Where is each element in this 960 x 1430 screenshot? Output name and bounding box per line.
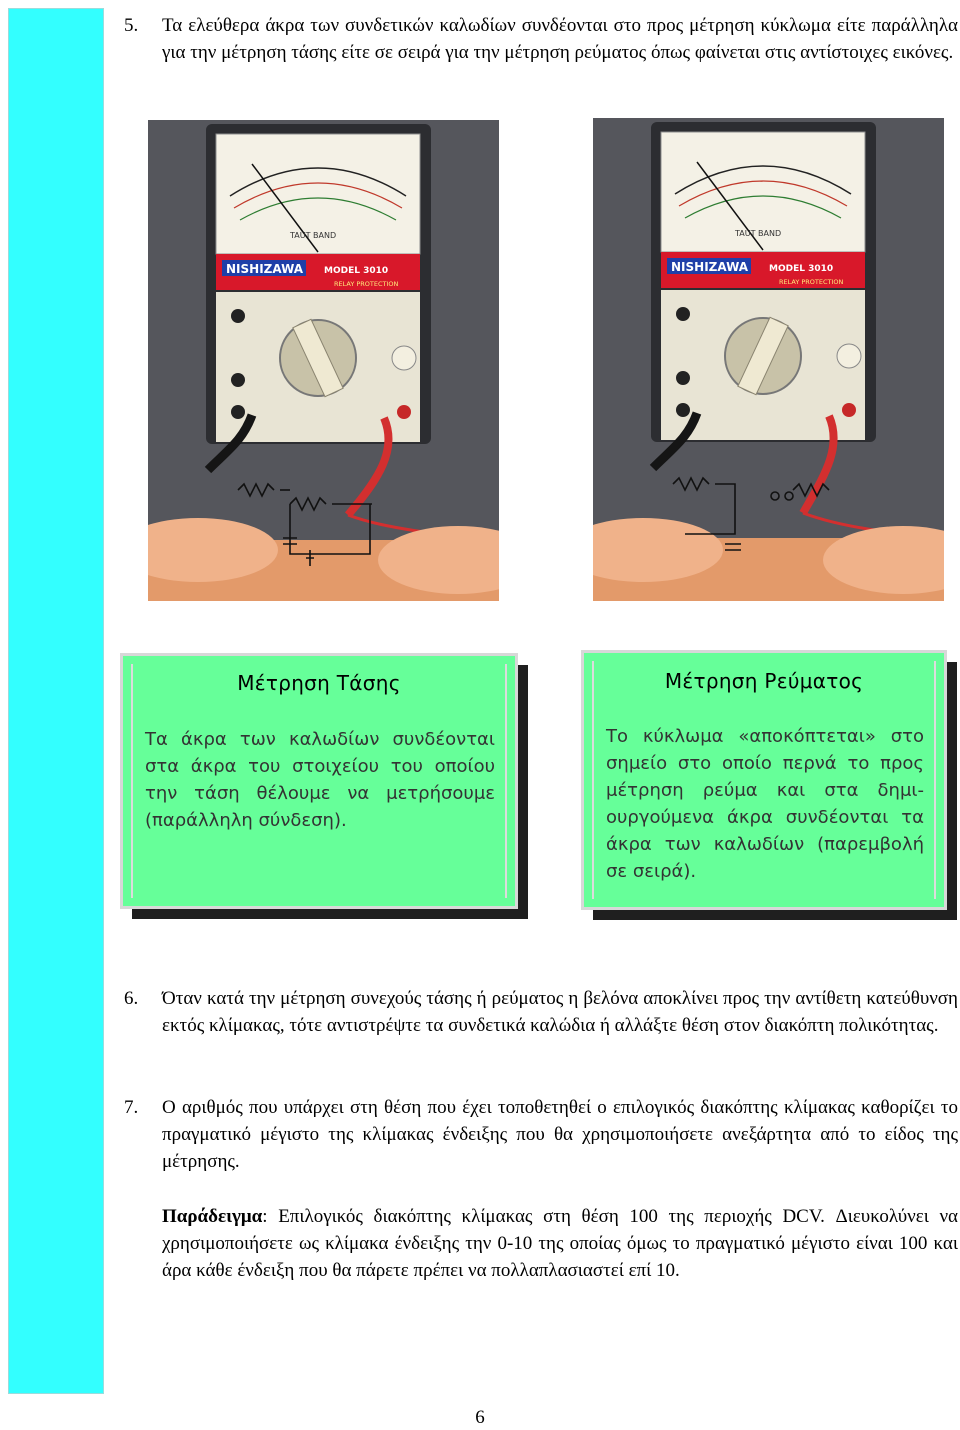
example-paragraph	[162, 1203, 958, 1284]
meter-sub: RELAY PROTECTION	[779, 278, 844, 286]
voltage-callout-body: Τα άκρα των καλωδίων συνδέονται στα άκρα του στοιχείου του οποίου την τάση θέλουμε να μετρήσουμε (παράλληλη σύνδεση).	[145, 729, 495, 831]
current-callout-body: Το κύκλωμα «αποκόπτεται» στο σημείο στο οποίο περνά το προς μέτρηση ρεύμα και στα δημι-ουργούμενα άκρα συνδέονται τα άκρα των καλωδίων (παρεμβολή σε σειρά).	[606, 726, 924, 882]
item-6-text: Όταν κατά την μέτρηση συνεχούς τάσης ή ρεύματος η βελόνα αποκλίνει προς την αντίθετη κατεύθυνση εκτός κλίμακας, τότε αντιστρέψτε τα συνδετικά καλώδια ή αλλάξτε θέση στον διακόπτη πολικότητας.	[162, 988, 958, 1036]
scale-label: TAUT BAND	[290, 231, 337, 240]
scale-label: TAUT BAND	[735, 229, 782, 238]
meter-brand: NISHIZAWA	[226, 262, 304, 276]
left-margin-bar	[8, 8, 104, 1394]
current-measurement-photo	[593, 118, 944, 601]
voltage-callout-title: Μέτρηση Τάσης	[237, 671, 401, 695]
current-callout	[581, 650, 959, 922]
item-5-text: Τα ελεύθερα άκρα των συνδετικών καλωδίων συνδέονται στο προς μέτρηση κύκλωμα είτε παράλληλα για την μέτρηση τάσης είτε σε σειρά για την μέτρηση ρεύματος όπως φαίνεται στις αντίστοιχες εικόνες.	[162, 15, 958, 63]
voltage-callout	[120, 653, 530, 921]
item-7	[124, 1094, 958, 1175]
callout-box	[581, 650, 947, 910]
meter-model: MODEL 3010	[324, 266, 389, 276]
item-6-number: 6.	[124, 988, 139, 1009]
example-text: : Επιλογικός διακόπτης κλίμακας στη θέση 100 της περιοχής DCV. Διευκολύνει να χρησιμοποιήσετε ως κλίμακα ένδειξης την 0-10 της οποίας όμως το πραγματικό μέγιστο είναι 100 και άρα κάθε ένδειξη που θα πάρετε πρέπει να πολλαπλασιαστεί επί 10.	[162, 1206, 958, 1281]
meter-model: MODEL 3010	[769, 264, 834, 274]
item-6	[124, 985, 958, 1039]
item-5-number: 5.	[124, 15, 139, 36]
current-callout-title: Μέτρηση Ρεύματος	[664, 669, 864, 693]
item-7-number: 7.	[124, 1097, 139, 1118]
meter-sub: RELAY PROTECTION	[334, 280, 399, 288]
example-label: Παράδειγμα	[162, 1206, 263, 1227]
callout-box	[120, 653, 518, 909]
page-number: 6	[475, 1407, 485, 1428]
voltage-measurement-photo	[148, 120, 499, 601]
item-7-text: Ο αριθμός που υπάρχει στη θέση που έχει τοποθετηθεί ο επιλογικός διακόπτης κλίμακας καθορίζει το πραγματικό μέγιστο της κλίμακας ένδειξης που θα χρησιμοποιήσετε ανεξάρτητα από το είδος της μέτρησης.	[162, 1097, 958, 1172]
item-5	[124, 12, 958, 66]
meter-brand: NISHIZAWA	[671, 260, 749, 274]
